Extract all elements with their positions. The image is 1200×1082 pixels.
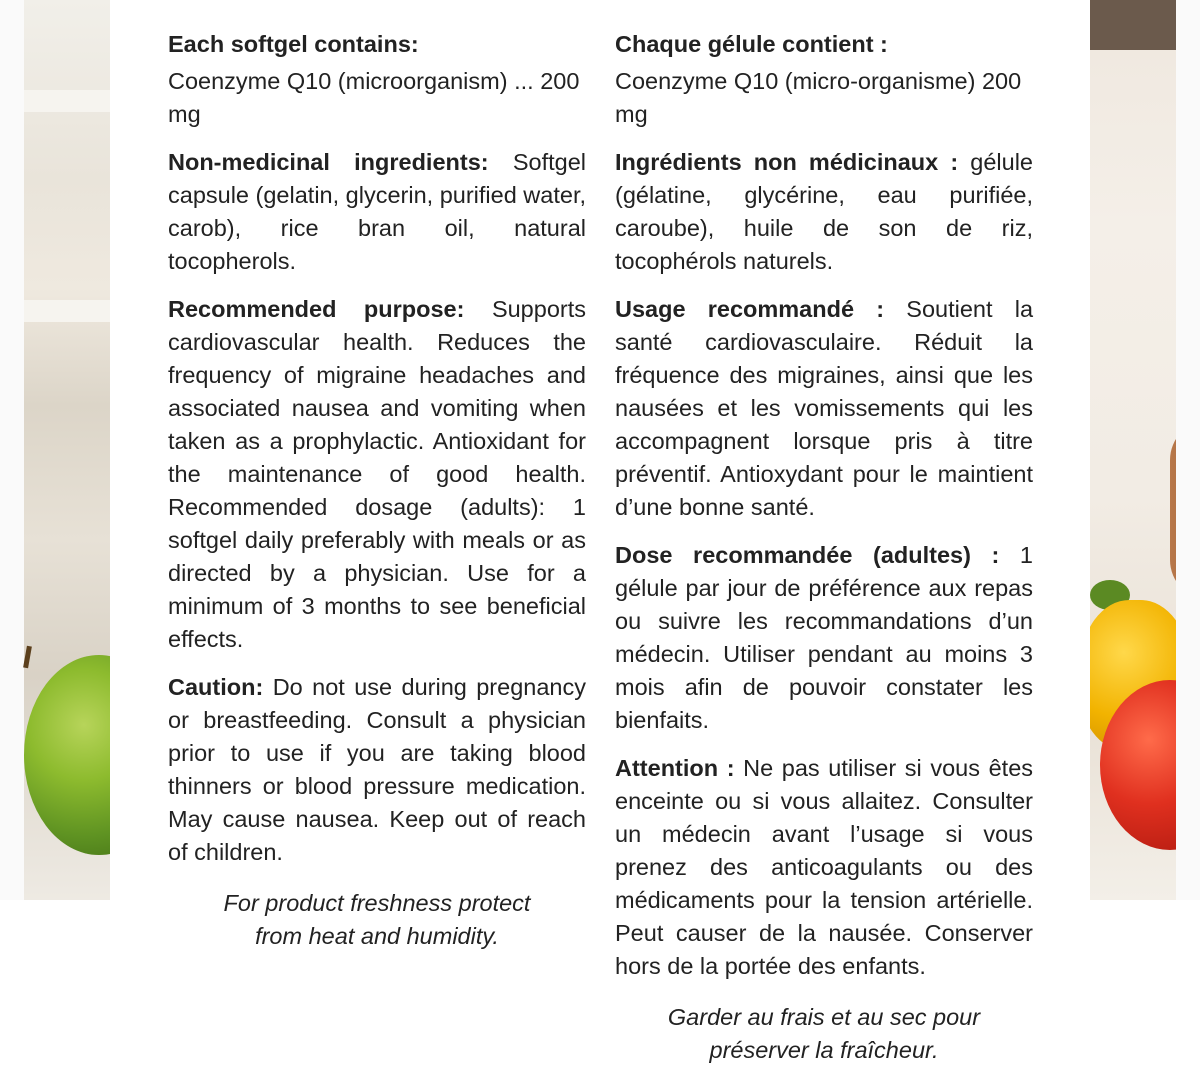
- non-medicinal-label: Non-medicinal ingredients:: [168, 149, 489, 175]
- contains-heading: Each softgel contains:: [168, 31, 419, 57]
- ingredient-line-fr: Coenzyme Q10 (micro-organisme) 200 mg: [615, 68, 1022, 127]
- ingredient-line: Coenzyme Q10 (microorganism) ... 200 mg: [168, 68, 580, 127]
- storage-note-fr: [615, 1001, 1033, 1067]
- non-medicinal-text: Softgel capsule (gelatin, glycerin, purified water, carob), rice bran oil, natural tocopherols.: [168, 149, 586, 274]
- label-panel: [110, 0, 1090, 1063]
- caution-label: Caution:: [168, 674, 264, 700]
- recommended-purpose-text: Supports cardiovascular health. Reduces the frequency of migraine headaches and associated nausea and vomiting when taken as a prophylactic. Antioxidant for the maintenance of good health. Recommended dosage (adults): 1 softgel daily preferably with meals or as directed by a physician. Use for a minimum of 3 months to see beneficial effects.: [168, 296, 586, 652]
- caution-section: [168, 671, 586, 869]
- french-column: [615, 28, 1033, 1082]
- usage-label-fr: Usage recommandé :: [615, 296, 885, 322]
- recommended-purpose-label: Recommended purpose:: [168, 296, 465, 322]
- kitchen-shelf: [24, 300, 110, 322]
- non-medicinal-section-fr: [615, 146, 1033, 278]
- storage-line-2: from heat and humidity.: [255, 923, 499, 949]
- usage-text-fr: Soutient la santé cardiovasculaire. Réduit la fréquence des migraines, ainsi que les nausées et les vomissements qui les accompagnent lorsque pris à titre préventif. Antioxydant pour le maintient d’une bonne santé.: [615, 296, 1034, 520]
- recommended-purpose-section: [168, 293, 586, 656]
- english-column: [168, 28, 586, 968]
- storage-line-1-fr: Garder au frais et au sec pour: [667, 1004, 981, 1030]
- usage-section-fr: [615, 293, 1033, 524]
- storage-note: [168, 887, 586, 953]
- kitchen-shelf: [24, 90, 110, 112]
- storage-line-2-fr: préserver la fraîcheur.: [709, 1037, 939, 1063]
- attention-section-fr: [615, 752, 1033, 983]
- contains-heading-fr: Chaque gélule contient :: [615, 31, 888, 57]
- page-margin-right: [1176, 0, 1200, 900]
- dose-label-fr: Dose recommandée (adultes) :: [615, 542, 1000, 568]
- dose-section-fr: [615, 539, 1033, 737]
- dose-text-fr: 1 gélule par jour de préférence aux repas ou suivre les recommandations d’un médecin. Utiliser pendant au moins 3 mois afin de pouvoir constater les bienfaits.: [615, 542, 1033, 733]
- attention-text-fr: Ne pas utiliser si vous êtes enceinte ou si vous allaitez. Consulter un médecin avant l’usage si vous prenez des anticoagulants ou des médicaments pour la tension artérielle. Peut causer de la nausée. Conserver hors de la portée des enfants.: [615, 755, 1034, 979]
- page-margin-left: [0, 0, 24, 900]
- caution-text: Do not use during pregnancy or breastfeeding. Consult a physician prior to use if you are taking blood thinners or blood pressure medication. May cause nausea. Keep out of reach of children.: [168, 674, 586, 865]
- non-medicinal-text-fr: gélule (gélatine, glycérine, eau purifiée, caroube), huile de son de riz, tocophérols naturels.: [615, 149, 1033, 274]
- non-medicinal-label-fr: Ingrédients non médicinaux :: [615, 149, 959, 175]
- storage-line-1: For product freshness protect: [223, 890, 531, 916]
- non-medicinal-section: [168, 146, 586, 278]
- attention-label-fr: Attention :: [615, 755, 735, 781]
